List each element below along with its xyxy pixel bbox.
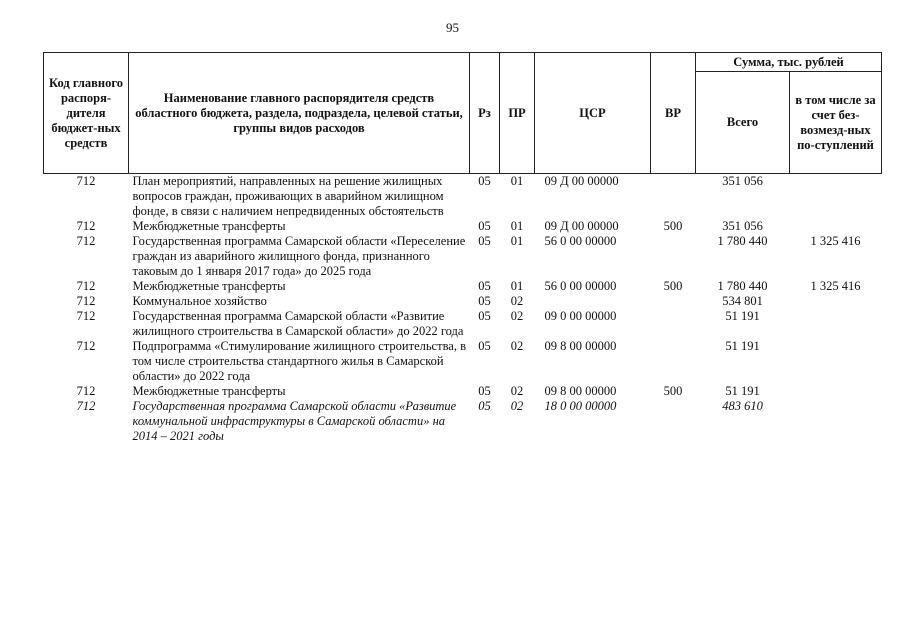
- cell-code: 712: [76, 294, 96, 308]
- cell-name: Межбюджетные трансферты: [132, 384, 286, 398]
- cell-free: [790, 294, 882, 309]
- cell-total: 51 191: [725, 384, 760, 398]
- header-code: Код главного распоря-дителя бюджет-ных средств: [44, 53, 129, 174]
- budget-table: [43, 52, 882, 444]
- cell-rz: 05: [478, 219, 491, 233]
- cell-name: Государственная программа Самарской области «Развитие коммунальной инфраструктуры в Самарской области» на 2014 – 2021 годы: [132, 399, 457, 443]
- cell-free: [790, 384, 882, 399]
- cell-pr: 01: [510, 219, 524, 233]
- cell-rz: 05: [478, 399, 491, 413]
- cell-vr: 500: [663, 219, 683, 233]
- table-row: [44, 279, 882, 294]
- cell-free: [790, 219, 882, 234]
- page-number: 95: [446, 20, 459, 35]
- cell-name: Государственная программа Самарской области «Развитие жилищного строительства в Самарской области» до 2022 года: [132, 309, 464, 338]
- table-row: [44, 399, 882, 444]
- cell-pr: 01: [510, 174, 524, 188]
- cell-csr: 09 Д 00 00000: [544, 174, 619, 188]
- table-body: [44, 174, 882, 445]
- cell-code: 712: [76, 234, 96, 248]
- cell-total: 51 191: [725, 339, 760, 353]
- cell-pr: 02: [510, 384, 524, 398]
- cell-pr: 02: [510, 294, 524, 308]
- cell-vr: [651, 174, 696, 220]
- cell-vr: [651, 309, 696, 339]
- cell-vr: [651, 294, 696, 309]
- cell-rz: 05: [478, 294, 491, 308]
- cell-csr: 09 8 00 00000: [544, 339, 617, 353]
- cell-vr: [651, 234, 696, 279]
- cell-total: 534 801: [722, 294, 763, 308]
- header-pr: ПР: [500, 53, 535, 174]
- cell-vr: 500: [663, 279, 683, 293]
- cell-vr: [651, 399, 696, 444]
- cell-code: 712: [76, 174, 96, 188]
- cell-rz: 05: [478, 339, 491, 353]
- header-free: в том числе за счет без-возмезд-ных по-ступлений: [790, 72, 882, 174]
- cell-code: 712: [76, 339, 96, 353]
- cell-vr: 500: [663, 384, 683, 398]
- cell-code: 712: [76, 309, 96, 323]
- cell-name: Коммунальное хозяйство: [132, 294, 267, 308]
- cell-free: [790, 399, 882, 444]
- cell-vr: [651, 339, 696, 384]
- cell-code: 712: [76, 399, 96, 413]
- cell-pr: 01: [510, 279, 524, 293]
- cell-csr: 09 0 00 00000: [544, 309, 617, 323]
- table-row: [44, 174, 882, 220]
- cell-total: 483 610: [722, 399, 763, 413]
- cell-csr: [535, 294, 651, 309]
- cell-code: 712: [76, 279, 96, 293]
- cell-total: 1 780 440: [717, 234, 768, 248]
- cell-name: Межбюджетные трансферты: [132, 219, 286, 233]
- header-vr: ВР: [651, 53, 696, 174]
- header-csr: ЦСР: [535, 53, 651, 174]
- cell-total: 1 780 440: [717, 279, 768, 293]
- cell-free: 1 325 416: [810, 234, 861, 248]
- cell-pr: 01: [510, 234, 524, 248]
- header-name: Наименование главного распорядителя средств областного бюджета, раздела, подраздела, целевой статьи, группы видов расходов: [129, 53, 470, 174]
- cell-pr: 02: [510, 339, 524, 353]
- cell-total: 351 056: [722, 219, 763, 233]
- cell-code: 712: [76, 219, 96, 233]
- cell-free: [790, 339, 882, 384]
- cell-pr: 02: [510, 309, 524, 323]
- cell-name: План мероприятий, направленных на решение жилищных вопросов граждан, проживающих в аварийном жилищном фонде, в связи с наличием непредвиденных обстоятельств: [132, 174, 444, 218]
- table-row: [44, 309, 882, 339]
- cell-name: Подпрограмма «Стимулирование жилищного строительства, в том числе строительства стандартного жилья в Самарской области» до 2022 года: [132, 339, 467, 383]
- cell-total: 51 191: [725, 309, 760, 323]
- table-row: [44, 339, 882, 384]
- cell-free: [790, 309, 882, 339]
- cell-csr: 09 8 00 00000: [544, 384, 617, 398]
- cell-csr: 56 0 00 00000: [544, 279, 617, 293]
- cell-name: Государственная программа Самарской области «Переселение граждан из аварийного жилищного фонда, признанного таковым до 1 января 2017 года» до 2025 года: [132, 234, 466, 278]
- cell-free: [790, 174, 882, 220]
- cell-pr: 02: [510, 399, 524, 413]
- cell-total: 351 056: [722, 174, 763, 188]
- cell-rz: 05: [478, 279, 491, 293]
- header-rz: Рз: [470, 53, 500, 174]
- cell-csr: 09 Д 00 00000: [544, 219, 619, 233]
- cell-csr: 56 0 00 00000: [544, 234, 617, 248]
- cell-rz: 05: [478, 174, 491, 188]
- cell-rz: 05: [478, 309, 491, 323]
- table-row: [44, 219, 882, 234]
- table-row: [44, 234, 882, 279]
- header-sum: Сумма, тыс. рублей: [696, 53, 882, 72]
- cell-csr: 18 0 00 00000: [544, 399, 617, 413]
- table-row: [44, 294, 882, 309]
- table-header: [44, 53, 882, 174]
- cell-rz: 05: [478, 234, 491, 248]
- cell-rz: 05: [478, 384, 491, 398]
- header-total: Всего: [696, 72, 790, 174]
- cell-code: 712: [76, 384, 96, 398]
- cell-free: 1 325 416: [810, 279, 861, 293]
- cell-name: Межбюджетные трансферты: [132, 279, 286, 293]
- table-row: [44, 384, 882, 399]
